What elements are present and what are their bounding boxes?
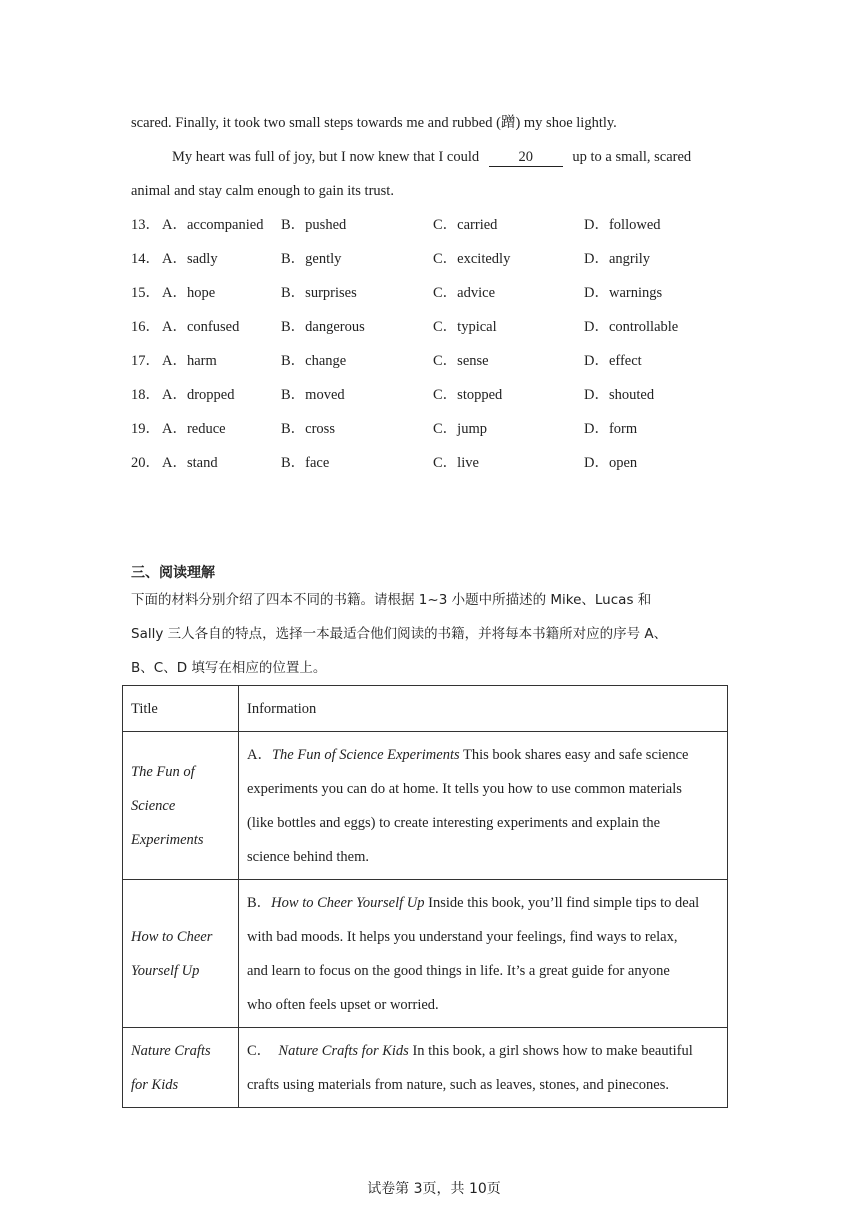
option-b[interactable]: B．change [281,353,347,369]
book-title-line: Yourself Up [131,962,200,979]
book-title-cell [123,880,239,1028]
option-c[interactable]: C．typical [433,319,497,335]
book-info-line: with bad moods. It helps you understand your feelings, find ways to relax, [247,928,678,945]
option-b[interactable]: B．face [281,455,330,471]
book-info-cell [239,732,728,880]
question-number: 19． [131,421,160,437]
book-info-line: experiments you can do at home. It tells you how to use common materials [247,780,682,797]
option-d[interactable]: D．effect [584,353,642,369]
option-c[interactable]: C．stopped [433,387,503,403]
book-info-cell [239,1028,728,1108]
question-number: 17． [131,353,160,369]
page-footer: 试卷第 3页，共 10页 [367,1181,501,1197]
option-b[interactable]: B．cross [281,421,335,437]
book-title-line: for Kids [131,1076,179,1093]
table-header-row [123,686,728,732]
option-d[interactable]: D．followed [584,217,661,233]
option-a[interactable]: A．reduce [162,421,226,437]
book-info-line: Inside this book, you’ll find simple tips to deal [424,894,700,911]
option-c[interactable]: C．sense [433,353,489,369]
book-name: The Fun of Science Experiments [271,746,460,763]
book-title-line: Nature Crafts [131,1042,211,1059]
book-name: How to Cheer Yourself Up [271,894,425,911]
option-a[interactable]: A．confused [162,319,240,335]
option-b[interactable]: B．dangerous [281,319,365,335]
answer-blank-20: 20 [489,148,563,167]
book-info-line: who often feels upset or worried. [247,996,439,1013]
book-info-line: and learn to focus on the good things in life. It’s a great guide for anyone [247,962,670,979]
book-title-line: Experiments [131,831,204,848]
question-number: 13． [131,217,160,233]
book-title-line: The Fun of [131,763,195,780]
book-info-line: In this book, a girl shows how to make beautiful [408,1042,693,1059]
passage-line-2-post: up to a small, scared [572,149,692,165]
passage-line-2-pre: My heart was full of joy, but I now knew that I could [172,149,480,165]
passage-line-1: scared. Finally, it took two small steps towards me and rubbed (蹭) my shoe lightly. [131,115,617,131]
question-number: 14． [131,251,160,267]
book-letter: C． [247,1042,272,1059]
table-row [123,1028,728,1108]
option-b[interactable]: B．gently [281,251,342,267]
book-title-cell [123,732,239,880]
option-b[interactable]: B．moved [281,387,345,403]
book-letter: B． [247,894,272,911]
option-d[interactable]: D．controllable [584,319,679,335]
option-b[interactable]: B．pushed [281,217,347,233]
question-number: 16． [131,319,160,335]
section-intro-line-1: 下面的材料分别介绍了四本不同的书籍。请根据 1~3 小题中所描述的 Mike、Lucas 和 [131,592,652,608]
option-a[interactable]: A．hope [162,285,216,301]
book-name: Nature Crafts for Kids [278,1042,409,1059]
option-d[interactable]: D．warnings [584,285,663,301]
option-a[interactable]: A．accompanied [162,217,264,233]
option-a[interactable]: A．harm [162,353,217,369]
table-row [123,732,728,880]
option-c[interactable]: C．carried [433,217,498,233]
question-number: 20． [131,455,160,471]
section-title: 三、阅读理解 [131,565,215,581]
option-a[interactable]: A．stand [162,455,218,471]
question-number: 18． [131,387,160,403]
option-c[interactable]: C．advice [433,285,496,301]
option-a[interactable]: A．sadly [162,251,218,267]
header-title: Title [123,686,239,732]
book-title-cell [123,1028,239,1108]
header-information: Information [239,686,728,732]
section-intro-line-2: Sally 三人各自的特点，选择一本最适合他们阅读的书籍，并将每本书籍所对应的序号 A、 [131,626,668,642]
book-letter: A． [247,746,272,763]
table-row [123,880,728,1028]
option-a[interactable]: A．dropped [162,387,235,403]
book-info-line: This book shares easy and safe science [459,746,689,763]
passage-line-2 [172,147,691,167]
section-intro-line-3: B、C、D 填写在相应的位置上。 [131,660,327,676]
option-d[interactable]: D．form [584,421,638,437]
option-c[interactable]: C．jump [433,421,487,437]
passage-line-3: animal and stay calm enough to gain its trust. [131,183,394,199]
book-title-line: How to Cheer [131,928,213,945]
question-number: 15． [131,285,160,301]
book-info-line: science behind them. [247,848,369,865]
book-info-line: crafts using materials from nature, such as leaves, stones, and pinecones. [247,1076,669,1093]
book-info-cell [239,880,728,1028]
book-info-line: (like bottles and eggs) to create interesting experiments and explain the [247,814,661,831]
option-c[interactable]: C．excitedly [433,251,511,267]
books-table [122,685,728,1108]
option-d[interactable]: D．open [584,455,638,471]
option-b[interactable]: B．surprises [281,285,357,301]
book-title-line: Science [131,797,176,814]
option-d[interactable]: D．angrily [584,251,651,267]
option-d[interactable]: D．shouted [584,387,655,403]
option-c[interactable]: C．live [433,455,479,471]
